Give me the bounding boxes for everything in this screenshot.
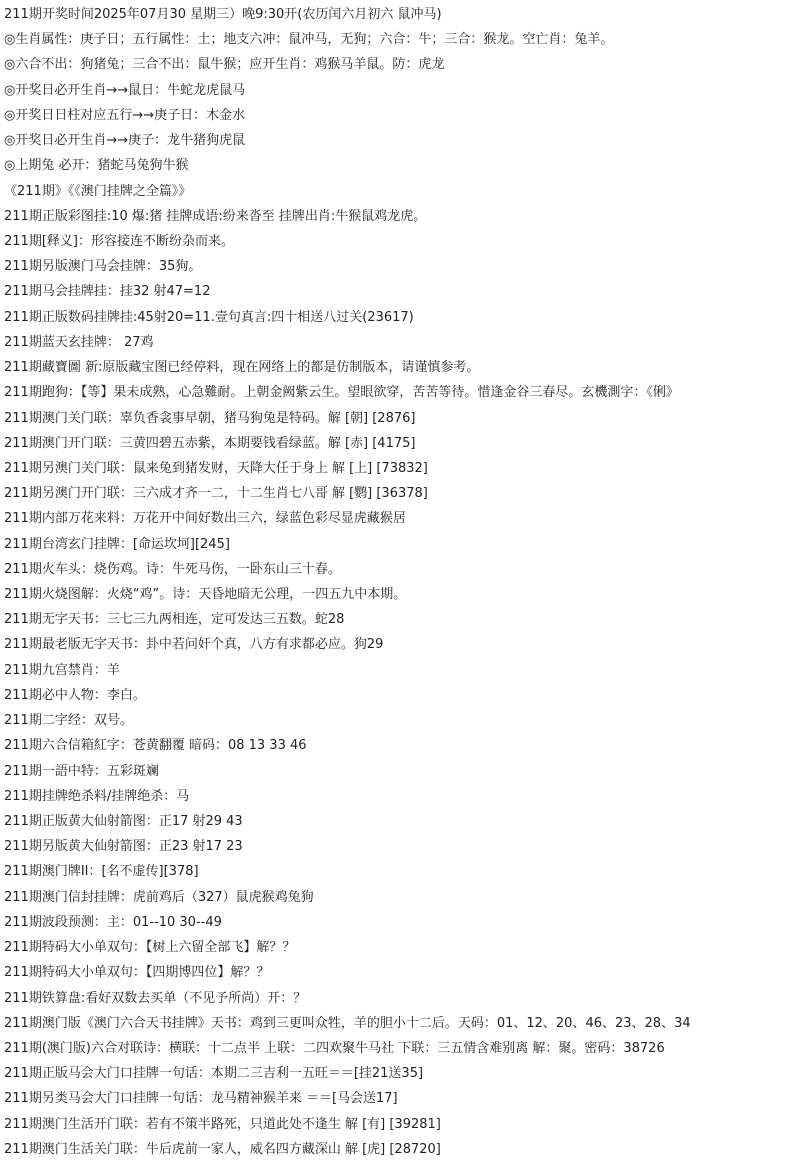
text-line: 211期正版马会大门口挂牌一句话：本期二三吉利一五旺＝＝[挂21送35] <box>4 1066 424 1082</box>
text-line: 211期澳门版《澳门六合天书挂牌》天书：鸡到三更叫众牲，羊的胆小十二后。天码：01、12、20、46、23、28、34 <box>4 1015 691 1031</box>
text-line: 211期波段预测：主：01--10 30--49 <box>4 914 222 930</box>
text-line: 211期火烧图解：火烧“鸡”。诗：天昏地暗无公理，一四五九中本期。 <box>4 587 407 603</box>
text-line: ◎开奖日必开生肖→→庚子：龙牛猪狗虎鼠 <box>4 133 246 149</box>
text-line: ◎开奖日必开生肖→→鼠日：牛蛇龙虎鼠马 <box>4 82 246 98</box>
text-line: 211期澳门关门联：辜负香衾事早朝，猪马狗兔是特码。解 [朝] [2876] <box>4 410 416 426</box>
text-line: 211期特码大小单双句：【四期博四位】解？？ <box>4 965 270 981</box>
text-line: 211期开奖时间2025年07月30 星期三）晚9:30开(农历闰六月初六 鼠冲马) <box>4 7 442 22</box>
section-heading: 《211期》《《澳门挂牌之全篇》》 <box>4 183 192 199</box>
text-line: 211期必中人物：李白。 <box>4 687 146 703</box>
text-line: 211期(澳门版)六合对联诗：横联：十二点半 上联：二四欢聚牛马社 下联：三五情含难别离 解：聚。密码：38726 <box>4 1040 665 1056</box>
text-line: ◎上期兔 必开：猪蛇马兔狗牛猴 <box>4 158 189 174</box>
text-line: 211期另澳门关门联：鼠来兔到猪发财，天降大任于身上 解 [上] [73832] <box>4 460 428 476</box>
text-line: 211期另版澳门马会挂牌：35狗。 <box>4 259 202 275</box>
text-line: 211期澳门生活关门联：牛后虎前一家人，威名四方藏深山 解 [虎] [28720] <box>4 1141 441 1157</box>
text-line: ◎开奖日日柱对应五行→→庚子日：木金水 <box>4 107 246 123</box>
text-line: ◎生肖属性：庚子日；五行属性：土；地支六冲：鼠冲马，无狗；六合：牛；三合：猴龙。空亡肖：兔羊。 <box>4 32 614 48</box>
text-line: 211期最老版无字天书：卦中若问奸个真，八方有求都必应。狗29 <box>4 637 384 653</box>
text-line: 211期澳门牌II：[名不虚传][378] <box>4 864 199 880</box>
text-line: 211期铁算盘:看好双数去买单（不见予所尚）开：？ <box>4 990 307 1006</box>
text-line: 211期九宫禁肖：羊 <box>4 662 120 678</box>
text-line: 211期蓝天玄挂牌： 27鸡 <box>4 334 154 350</box>
text-line: 211期一語中特：五彩斑斓 <box>4 763 159 779</box>
text-line: 211期藏寶圖 新:原版藏宝图已经停料，现在网络上的都是仿制版本，请谨慎参考。 <box>4 360 480 376</box>
text-line: 211期澳门开门联：三黄四碧五赤紫，本期要钱看绿蓝。解 [赤] [4175] <box>4 435 416 451</box>
text-line: 211期[释义]：形容接连不断纷杂而来。 <box>4 233 234 249</box>
text-line: 211期内部万花来料：万花开中间好数出三六，绿蓝色彩尽显虎藏猴居 <box>4 511 406 527</box>
document-body <box>4 4 793 1164</box>
text-line: ◎六合不出：狗猪兔；三合不出：鼠牛猴；应开生肖：鸡猴马羊鼠。防：虎龙 <box>4 57 445 73</box>
text-line: 211期另类马会大门口挂牌一句话：龙马精神猴羊来 ＝＝[马会送17] <box>4 1091 398 1107</box>
text-line: 211期火车头：烧伤鸡。诗：牛死马伤，一卧东山三十春。 <box>4 561 341 577</box>
text-line: 211期六合信箱紅字：苍黄翻覆 暗码：08 13 33 46 <box>4 738 307 754</box>
text-line: 211期台湾玄门挂牌：[命运坎坷][245] <box>4 536 230 552</box>
text-line: 211期另澳门开门联：三六成才齐一二，十二生肖七八哥 解 [鹦] [36378] <box>4 486 428 502</box>
text-line: 211期正版数码挂牌挂:45射20=11.壹句真言:四十相送八过关(23617) <box>4 309 414 325</box>
text-line: 211期无字天书：三七三九两相连，定可发达三五数。蛇28 <box>4 612 345 628</box>
text-line: 211期跑狗：【等】果未成熟，心急難耐。上朝金阙紫云生。望眼欲穿，苦苦等待。惜逢金谷三春尽。玄機測字：《俐》 <box>4 385 679 401</box>
text-line: 211期澳门信封挂牌：虎前鸡后（327）鼠虎猴鸡兔狗 <box>4 889 314 905</box>
text-line: 211期挂牌绝杀料/挂牌绝杀：马 <box>4 788 190 804</box>
text-line: 211期正版黄大仙射箭图：正17 射29 43 <box>4 814 243 829</box>
text-line: 211期澳门生活开门联：若有不策半路死，只道此处不逢生 解 [有] [39281] <box>4 1116 441 1132</box>
text-line: 211期二字经：双号。 <box>4 713 133 729</box>
text-line: 211期正版彩图挂:10 爆:猪 挂牌成语:纷来沓至 挂牌出肖:牛猴鼠鸡龙虎。 <box>4 208 427 224</box>
text-line: 211期马会挂牌挂：挂32 射47=12 <box>4 284 211 300</box>
text-line: 211期另版黄大仙射箭图：正23 射17 23 <box>4 839 243 855</box>
text-line: 211期特码大小单双句：【树上六留全部飞】解？？ <box>4 940 296 956</box>
